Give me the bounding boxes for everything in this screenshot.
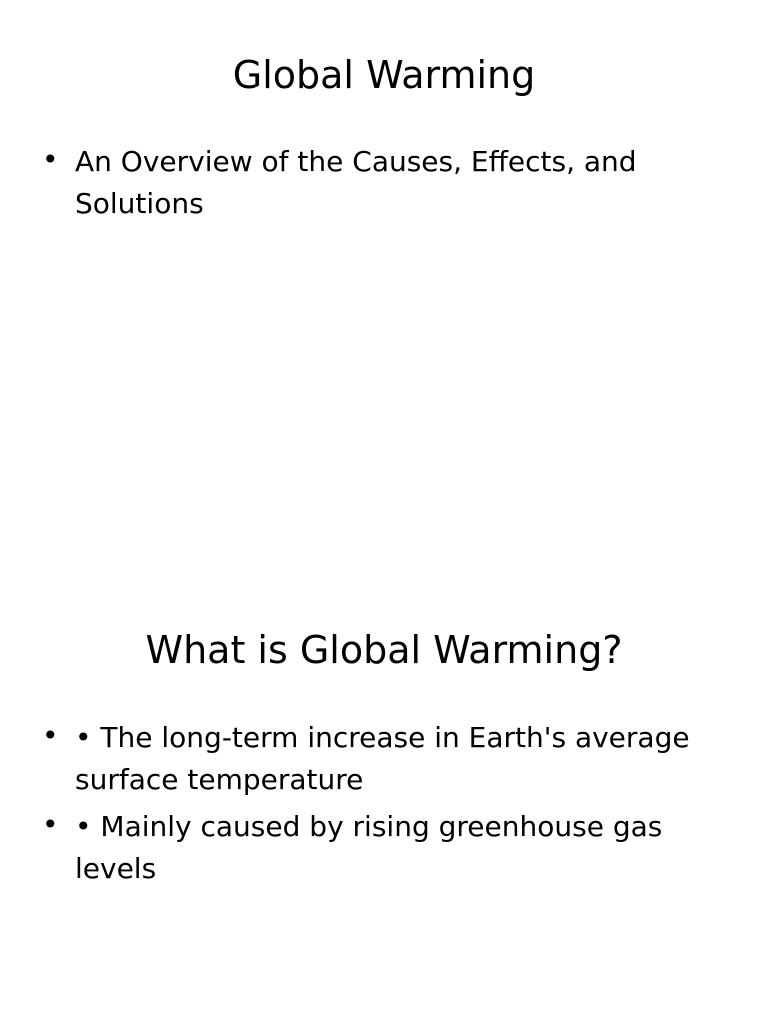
slide-title: Global Warming	[232, 53, 536, 97]
bullet-item: • • The long-term increase in Earth's average surface temperature	[42, 717, 702, 801]
bullet-list	[42, 141, 702, 230]
bullet-item: • • Mainly caused by rising greenhouse gas levels	[42, 806, 702, 890]
slide-2	[0, 576, 768, 1024]
slide-title: What is Global Warming?	[145, 628, 623, 672]
bullet-item: • An Overview of the Causes, Effects, and Solutions	[42, 141, 702, 225]
bullet-list	[42, 717, 702, 895]
